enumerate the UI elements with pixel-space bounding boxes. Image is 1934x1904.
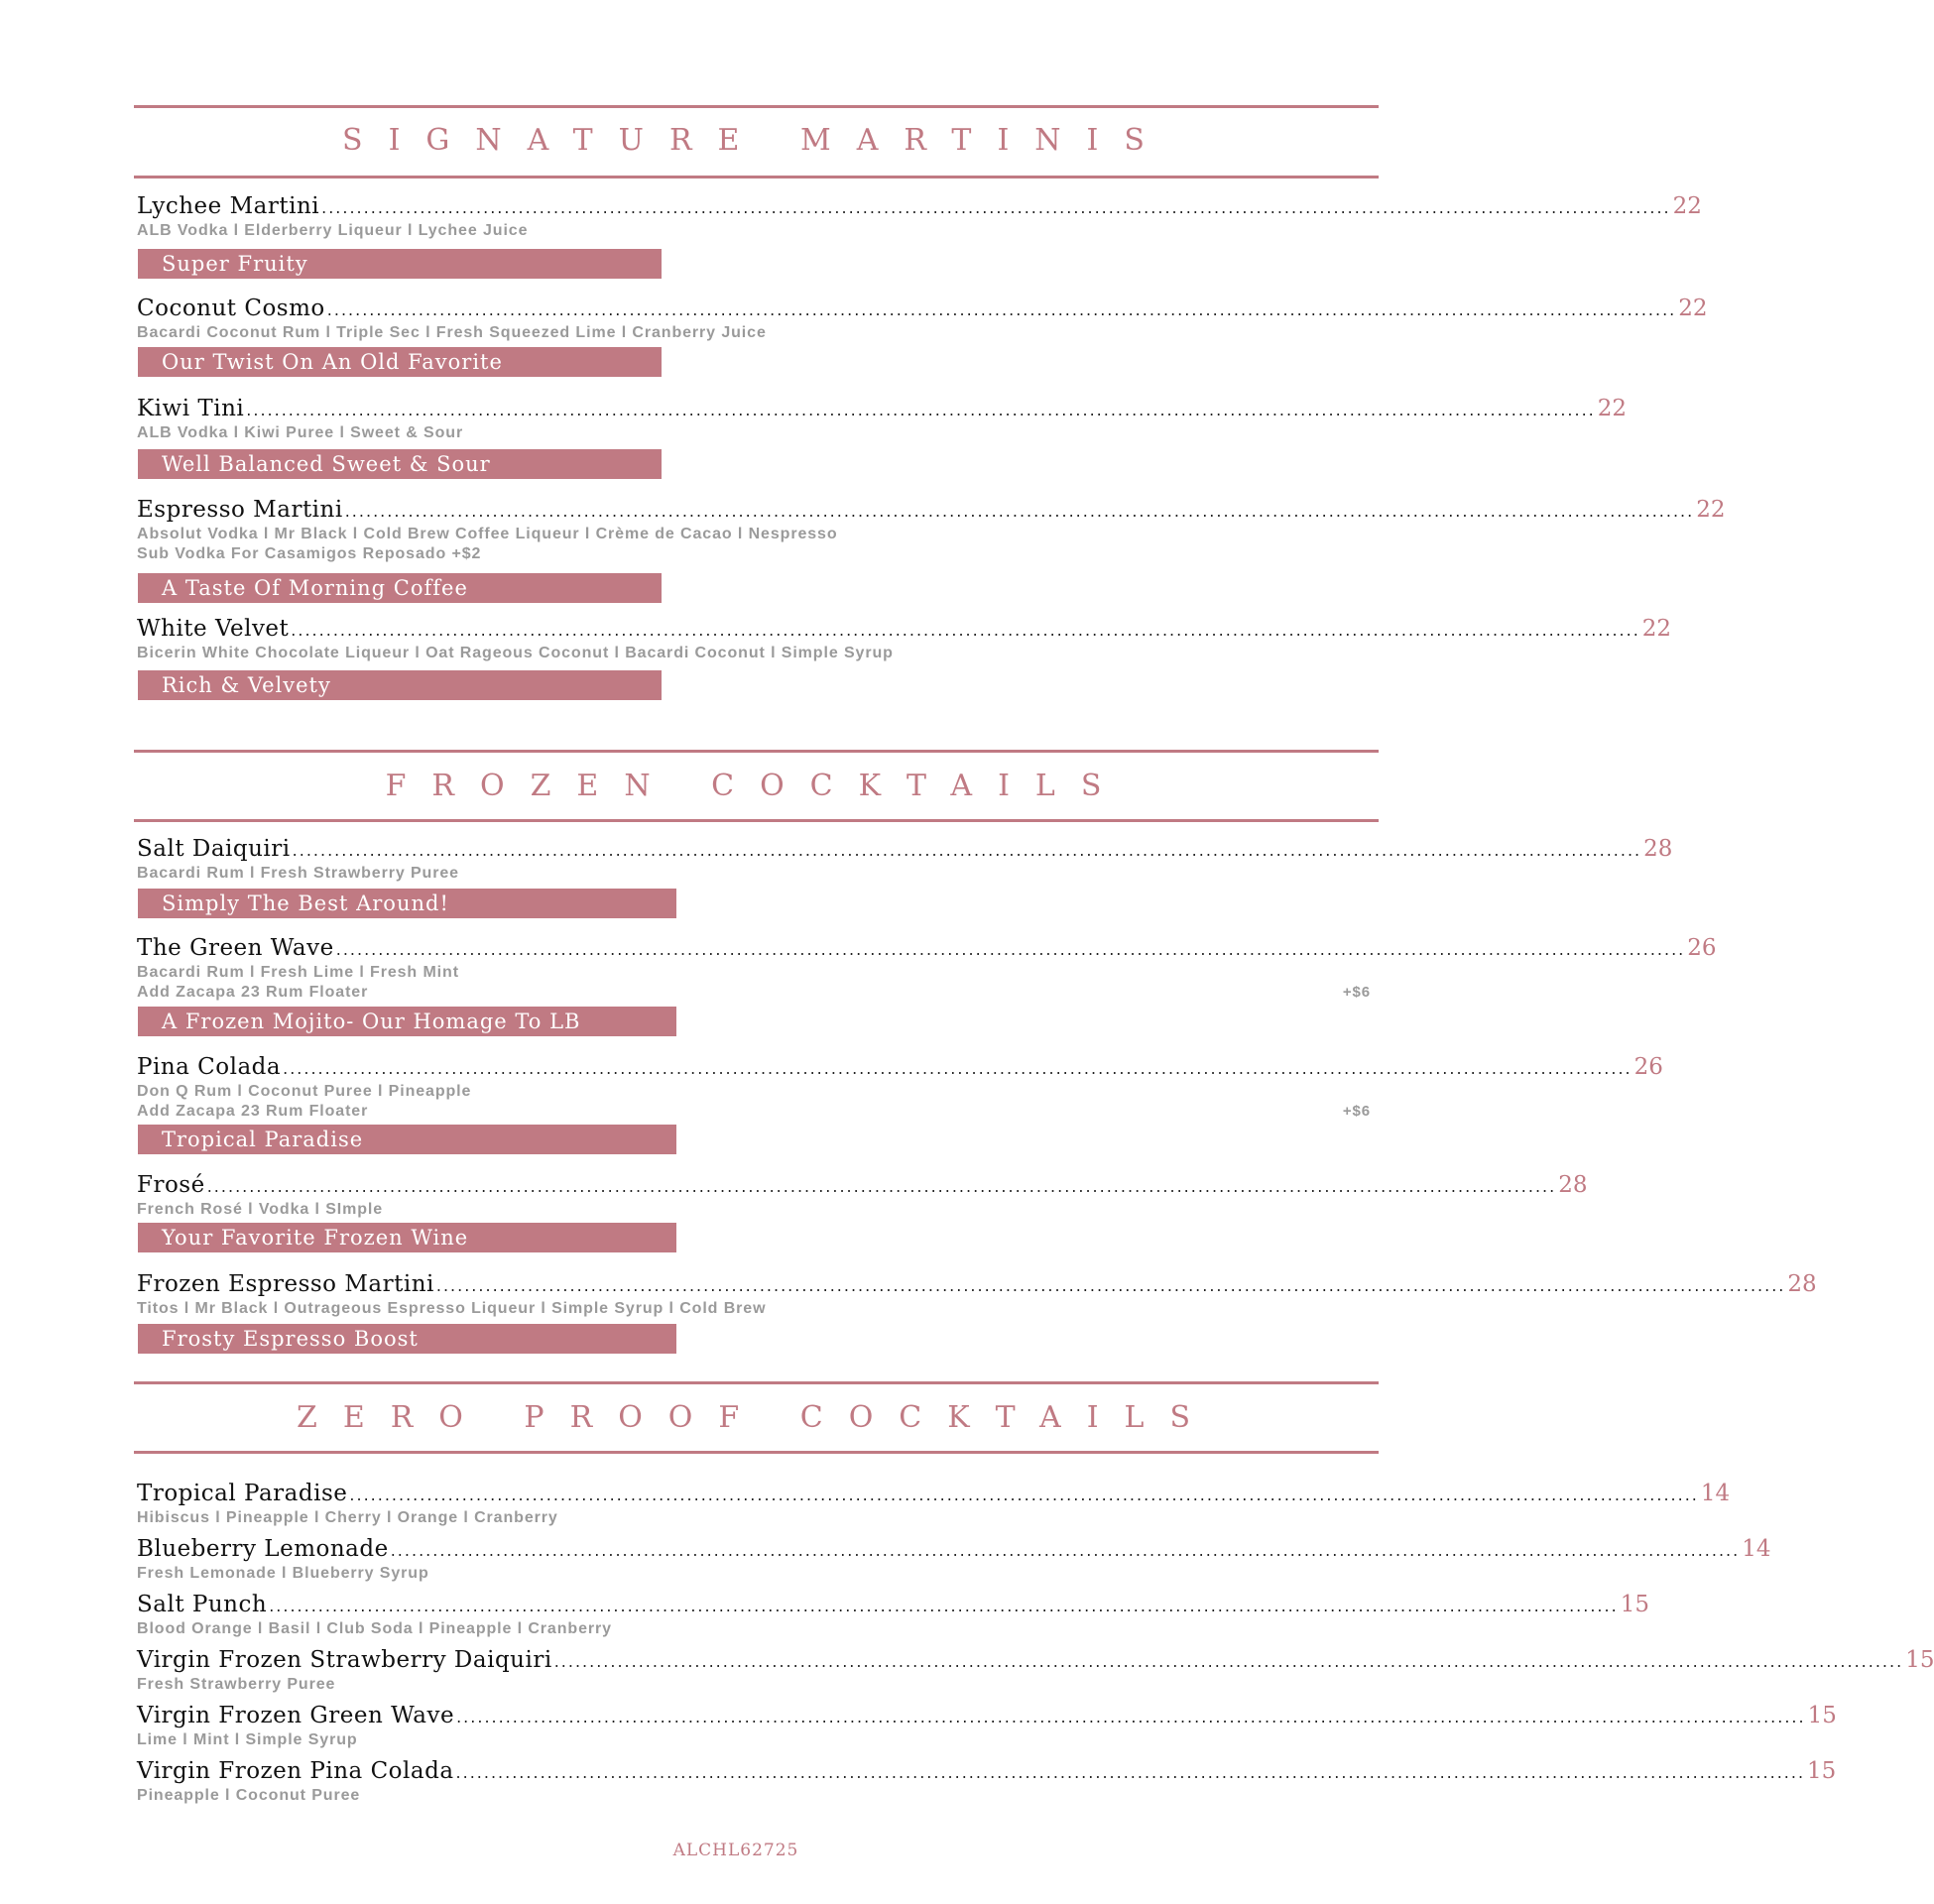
item-name: The Green Wave [137, 935, 334, 961]
section-bottom-rule [134, 176, 1379, 178]
addon-row [137, 983, 1379, 1003]
item-name: Kiwi Tini [137, 396, 245, 421]
dot-leader: ................................................................................................................................................................................................ [349, 1486, 1699, 1504]
dot-leader: ................................................................................................................................................................................................ [335, 940, 1686, 959]
menu-item [137, 193, 1702, 241]
menu-item [137, 836, 1673, 884]
item-price: 15 [1807, 1758, 1837, 1784]
item-name: Virgin Frozen Pina Colada [137, 1758, 454, 1784]
item-description: Hibiscus l Pineapple l Cherry l Orange l Cranberry [137, 1509, 558, 1526]
item-description: Don Q Rum l Coconut Puree l Pineapple [137, 1083, 472, 1100]
item-description: Absolut Vodka l Mr Black l Cold Brew Coffee Liqueur l Crème de Cacao l Nespresso [137, 526, 838, 542]
menu-item [137, 1592, 1649, 1639]
item-name: Coconut Cosmo [137, 296, 325, 321]
item-description: Bacardi Coconut Rum l Triple Sec l Fresh Squeezed Lime l Cranberry Juice [137, 324, 767, 341]
item-name: Virgin Frozen Green Wave [137, 1703, 455, 1728]
menu-item [137, 1172, 1588, 1220]
item-description: Lime l Mint l Simple Syrup [137, 1731, 358, 1748]
item-price: 15 [1807, 1703, 1837, 1728]
item-tagline: Tropical Paradise [138, 1125, 676, 1154]
item-name: Frozen Espresso Martini [137, 1271, 434, 1297]
item-tagline: Super Fruity [138, 249, 662, 279]
item-description: Blood Orange l Basil l Club Soda l Pineapple l Cranberry [137, 1620, 612, 1637]
dot-leader: ................................................................................................................................................................................................ [269, 1597, 1619, 1615]
section-bottom-rule [134, 819, 1379, 822]
menu-item [137, 1536, 1771, 1584]
item-price: 26 [1687, 935, 1717, 961]
dot-leader: ................................................................................................................................................................................................ [283, 1059, 1632, 1078]
item-description: Fresh Strawberry Puree [137, 1676, 336, 1693]
dot-leader: ................................................................................................................................................................................................ [326, 300, 1677, 319]
dot-leader: ................................................................................................................................................................................................ [456, 1708, 1806, 1726]
item-name: Pina Colada [137, 1054, 282, 1080]
dot-leader: ................................................................................................................................................................................................ [553, 1652, 1904, 1671]
menu-item [137, 935, 1717, 1003]
item-tagline: Frosty Espresso Boost [138, 1324, 676, 1354]
item-price: 26 [1633, 1054, 1663, 1080]
menu-code-footer: ALCHL62725 [672, 1841, 799, 1860]
item-tagline: Well Balanced Sweet & Sour [138, 449, 662, 479]
item-description: Bacardi Rum l Fresh Strawberry Puree [137, 865, 459, 882]
item-name: Tropical Paradise [137, 1481, 348, 1506]
item-description: French Rosé l Vodka l SImple [137, 1201, 384, 1218]
dot-leader: ................................................................................................................................................................................................ [246, 401, 1596, 419]
addon-description: Add Zacapa 23 Rum Floater [137, 984, 369, 1001]
item-price: 15 [1905, 1647, 1934, 1673]
item-description: Titos l Mr Black l Outrageous Espresso Liqueur l Simple Syrup l Cold Brew [137, 1300, 767, 1317]
menu-item [137, 1271, 1817, 1319]
item-name: Virgin Frozen Strawberry Daiquiri [137, 1647, 552, 1673]
item-tagline: Rich & Velvety [138, 670, 662, 700]
item-tagline: Our Twist On An Old Favorite [138, 347, 662, 377]
item-tagline: A Frozen Mojito- Our Homage To LB [138, 1007, 676, 1036]
item-price: 22 [1696, 497, 1726, 523]
item-description: Bacardi Rum l Fresh Lime l Fresh Mint [137, 964, 459, 981]
item-price: 28 [1787, 1271, 1817, 1297]
item-name: Espresso Martini [137, 497, 343, 523]
section-top-rule [134, 750, 1379, 753]
item-price: 22 [1597, 396, 1628, 421]
section-title: FROZEN COCKTAILS [385, 769, 1128, 803]
menu-item [137, 396, 1628, 443]
item-price: 14 [1700, 1481, 1731, 1506]
item-tagline: A Taste Of Morning Coffee [138, 573, 662, 603]
dot-leader: ................................................................................................................................................................................................ [291, 621, 1640, 640]
section-top-rule [134, 1381, 1379, 1384]
item-name: Blueberry Lemonade [137, 1536, 389, 1562]
item-name: Lychee Martini [137, 193, 320, 219]
menu-item [137, 1481, 1731, 1528]
dot-leader: ................................................................................................................................................................................................ [390, 1541, 1741, 1560]
menu-item [137, 1703, 1837, 1750]
item-tagline: Your Favorite Frozen Wine [138, 1223, 676, 1252]
dot-leader: ................................................................................................................................................................................................ [344, 502, 1695, 521]
addon-row [137, 1102, 1379, 1122]
addon-description: Add Zacapa 23 Rum Floater [137, 1103, 369, 1120]
item-description: Pineapple l Coconut Puree [137, 1787, 361, 1804]
item-tagline: Simply The Best Around! [138, 889, 676, 918]
item-name: Salt Daiquiri [137, 836, 291, 862]
menu-item [137, 1647, 1934, 1695]
dot-leader: ................................................................................................................................................................................................ [292, 841, 1642, 860]
item-price: 22 [1678, 296, 1708, 321]
item-description: Sub Vodka For Casamigos Reposado +$2 [137, 545, 482, 562]
section-top-rule [134, 105, 1379, 108]
item-name: Frosé [137, 1172, 205, 1198]
menu-item [137, 1758, 1837, 1806]
item-price: 28 [1558, 1172, 1588, 1198]
addon-price: +$6 [1342, 984, 1371, 1001]
item-name: White Velvet [137, 616, 290, 642]
dot-leader: ................................................................................................................................................................................................ [321, 198, 1671, 217]
section-bottom-rule [134, 1451, 1379, 1454]
addon-price: +$6 [1342, 1103, 1371, 1120]
dot-leader: ................................................................................................................................................................................................ [435, 1276, 1786, 1295]
dot-leader: ................................................................................................................................................................................................ [455, 1763, 1806, 1782]
item-price: 28 [1643, 836, 1673, 862]
item-price: 14 [1742, 1536, 1771, 1562]
menu-item [137, 1054, 1663, 1122]
item-price: 15 [1620, 1592, 1649, 1617]
item-price: 22 [1641, 616, 1672, 642]
menu-item [137, 616, 1672, 663]
section-title: ZERO PROOF COCKTAILS [296, 1400, 1217, 1435]
item-price: 22 [1672, 193, 1702, 219]
menu-item [137, 497, 1726, 564]
item-description: ALB Vodka l Elderberry Liqueur l Lychee Juice [137, 222, 529, 239]
item-description: Fresh Lemonade l Blueberry Syrup [137, 1565, 429, 1582]
dot-leader: ................................................................................................................................................................................................ [206, 1177, 1557, 1196]
item-description: Bicerin White Chocolate Liqueur l Oat Rageous Coconut l Bacardi Coconut l Simple Syrup [137, 645, 894, 661]
item-description: ALB Vodka l Kiwi Puree l Sweet & Sour [137, 424, 464, 441]
section-title: SIGNATURE MARTINIS [342, 123, 1170, 158]
menu-item [137, 296, 1708, 343]
item-name: Salt Punch [137, 1592, 268, 1617]
